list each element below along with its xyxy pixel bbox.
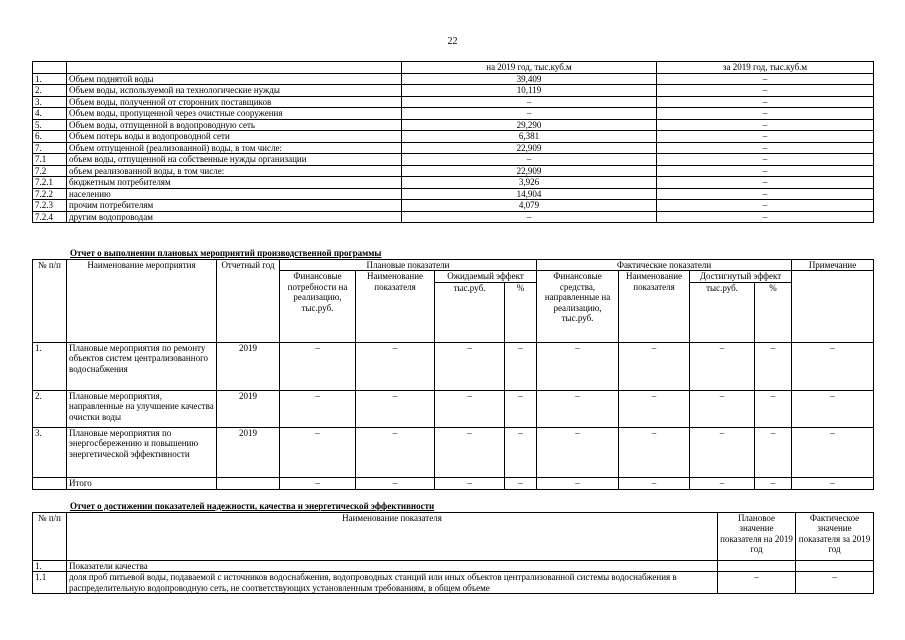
value-cell: – [280,342,356,390]
plan-value: 22,909 [402,165,657,177]
table-row [33,211,874,223]
fact-value: – [657,73,874,85]
table-header-row [33,62,874,74]
row-label: прочим потребителям [67,200,402,212]
table-header-row [33,260,874,271]
row-label: другим водопроводам [67,211,402,223]
col-header-plan-fin: Финансовые потребности на реализацию, тыс.руб. [280,271,356,342]
col-header: на 2019 год, тыс.куб.м [402,62,657,74]
col-header-plan-trub: тыс.руб. [435,282,505,342]
plan-value: – [402,108,657,120]
value-cell: – [280,427,356,477]
row-label: Объем воды, отпущенной в водопроводную сеть [67,119,402,131]
fact-value: – [657,200,874,212]
plan-value: 4,079 [402,200,657,212]
measure-name: Плановые мероприятия по энергосбережению и повышению энергетической эффективности [67,427,217,477]
value-cell: – [792,477,874,489]
row-number: 7.2.3 [33,200,67,212]
row-number: 7.2.4 [33,211,67,223]
value-cell: – [755,427,792,477]
indicators-table [32,512,874,594]
table-row [33,342,874,390]
row-number: 2. [33,390,67,427]
report-year: 2019 [217,390,280,427]
col-header-name: Наименование показателя [67,513,718,561]
plan-value: 22,909 [402,142,657,154]
value-cell: – [619,342,690,390]
fact-value: – [657,177,874,189]
value-cell: – [537,342,619,390]
table-row [33,131,874,143]
value-cell: – [505,342,537,390]
row-label: Объем воды, используемой на технологические нужды [67,85,402,97]
col-header-fact-trub: тыс.руб. [690,282,755,342]
table-row [33,427,874,477]
col-header-fact: Фактическое значение показателя за 2019 год [796,513,874,561]
row-label: Объем потерь воды в водопроводной сети [67,131,402,143]
fact-value: – [657,96,874,108]
plan-value: 3,926 [402,177,657,189]
row-number: 7.2.2 [33,188,67,200]
water-volume-table [32,61,874,223]
row-number: 7.2 [33,165,67,177]
fact-value [796,561,874,572]
row-label: Объем воды, пропущенной через очистные сооружения [67,108,402,120]
plan-value: – [402,211,657,223]
table-row [33,96,874,108]
plan-value: 39,409 [402,73,657,85]
fact-value: – [657,211,874,223]
fact-value: – [657,85,874,97]
value-cell: – [356,427,435,477]
indicator-name: доля проб питьевой воды, подаваемой с источников водоснабжения, водопроводных станций или иных объектов централизованной системы водоснабжения в распределительную водопроводную сеть, не соответствующих установленным требованиям, в общем объеме [67,572,718,594]
row-label: Объем поднятой воды [67,73,402,85]
table-row [33,188,874,200]
section-title-indicators: Отчет о достижении показателей надежности, качества и энергетической эффективности [70,501,435,511]
table-row [33,572,874,594]
fact-value: – [657,108,874,120]
row-label: населению [67,188,402,200]
col-header-plan-eff: Ожидаемый эффект [435,271,537,282]
page-number: 22 [447,36,458,47]
col-header: за 2019 год, тыс.куб.м [657,62,874,74]
value-cell: – [792,427,874,477]
planned-measures-table [32,259,874,490]
row-number: 5. [33,119,67,131]
table-row [33,73,874,85]
value-cell: – [619,427,690,477]
value-cell: – [755,477,792,489]
row-number: 1. [33,342,67,390]
report-year: 2019 [217,342,280,390]
row-number: 3. [33,96,67,108]
total-label: Итого [67,477,217,489]
table-row [33,154,874,166]
col-header-fact: Фактические показатели [537,260,792,271]
col-header-fact-ind: Наименование показателя [619,271,690,342]
value-cell: – [792,390,874,427]
value-cell: – [505,477,537,489]
value-cell: – [537,390,619,427]
total-row [33,477,874,489]
table-row [33,561,874,572]
row-label: объем воды, отпущенной на собственные нужды организации [67,154,402,166]
col-header-note-blank [792,271,874,342]
value-cell: – [505,427,537,477]
value-cell: – [537,427,619,477]
table-row [33,200,874,212]
row-label: Объем воды, полученной от сторонних поставщиков [67,96,402,108]
value-cell: – [690,477,755,489]
value-cell: – [505,390,537,427]
col-header-fact-pct: % [755,282,792,342]
fact-value: – [657,154,874,166]
col-header-plan-ind: Наименование показателя [356,271,435,342]
section-title-planned-measures: Отчет о выполнении плановых мероприятий производственной программы [70,248,382,258]
value-cell: – [690,390,755,427]
value-cell: – [755,342,792,390]
row-number: 3. [33,427,67,477]
report-year: 2019 [217,427,280,477]
plan-value: 10,119 [402,85,657,97]
fact-value: – [657,188,874,200]
row-number: 1. [33,561,67,572]
measure-name: Плановые мероприятия по ремонту объектов систем централизованного водоснабжения [67,342,217,390]
col-header [33,62,67,74]
value-cell: – [435,342,505,390]
col-header-year: Отчетный год [217,260,280,343]
row-label: Объем отпущенной (реализованной) воды, в том числе: [67,142,402,154]
row-number: 4. [33,108,67,120]
row-number: 7. [33,142,67,154]
col-header-fact-eff: Достигнутый эффект [690,271,792,282]
measure-name: Плановые мероприятия, направленные на улучшение качества очистки воды [67,390,217,427]
table-row [33,119,874,131]
value-cell: – [356,477,435,489]
table-row [33,165,874,177]
value-cell: – [435,427,505,477]
report-year [217,477,280,489]
fact-value: – [657,165,874,177]
value-cell: – [690,427,755,477]
fact-value: – [657,142,874,154]
fact-value: – [657,131,874,143]
row-number: 7.2.1 [33,177,67,189]
row-label: бюджетным потребителям [67,177,402,189]
col-header-plan: Плановые показатели [280,260,537,271]
plan-value: 6,381 [402,131,657,143]
col-header-note: Примечание [792,260,874,271]
row-label: объем реализованной воды, в том числе: [67,165,402,177]
row-number [33,477,67,489]
row-number: 1.1 [33,572,67,594]
table-row [33,177,874,189]
value-cell: – [755,390,792,427]
plan-value [718,561,796,572]
value-cell: – [435,477,505,489]
value-cell: – [435,390,505,427]
value-cell: – [280,390,356,427]
table-row [33,108,874,120]
col-header-plan-pct: % [505,282,537,342]
col-header-num: № п/п [33,513,67,561]
value-cell: – [792,342,874,390]
row-number: 6. [33,131,67,143]
indicator-name: Показатели качества [67,561,718,572]
value-cell: – [690,342,755,390]
value-cell: – [356,342,435,390]
row-number: 1. [33,73,67,85]
plan-value: – [402,154,657,166]
plan-value: – [718,572,796,594]
value-cell: – [280,477,356,489]
row-number: 2. [33,85,67,97]
value-cell: – [356,390,435,427]
table-row [33,390,874,427]
col-header-plan: Плановое значение показателя на 2019 год [718,513,796,561]
row-number: 7.1 [33,154,67,166]
fact-value: – [657,119,874,131]
value-cell: – [619,390,690,427]
plan-value: 14,904 [402,188,657,200]
col-header-num: № п/п [33,260,67,343]
col-header-name: Наименование мероприятия [67,260,217,343]
fact-value: – [796,572,874,594]
plan-value: – [402,96,657,108]
table-row [33,85,874,97]
value-cell: – [619,477,690,489]
value-cell: – [537,477,619,489]
col-header-fact-fin: Финансовые средства, направленные на реализацию, тыс.руб. [537,271,619,342]
plan-value: 29,290 [402,119,657,131]
table-row [33,142,874,154]
table-header-row [33,513,874,561]
col-header [67,62,402,74]
